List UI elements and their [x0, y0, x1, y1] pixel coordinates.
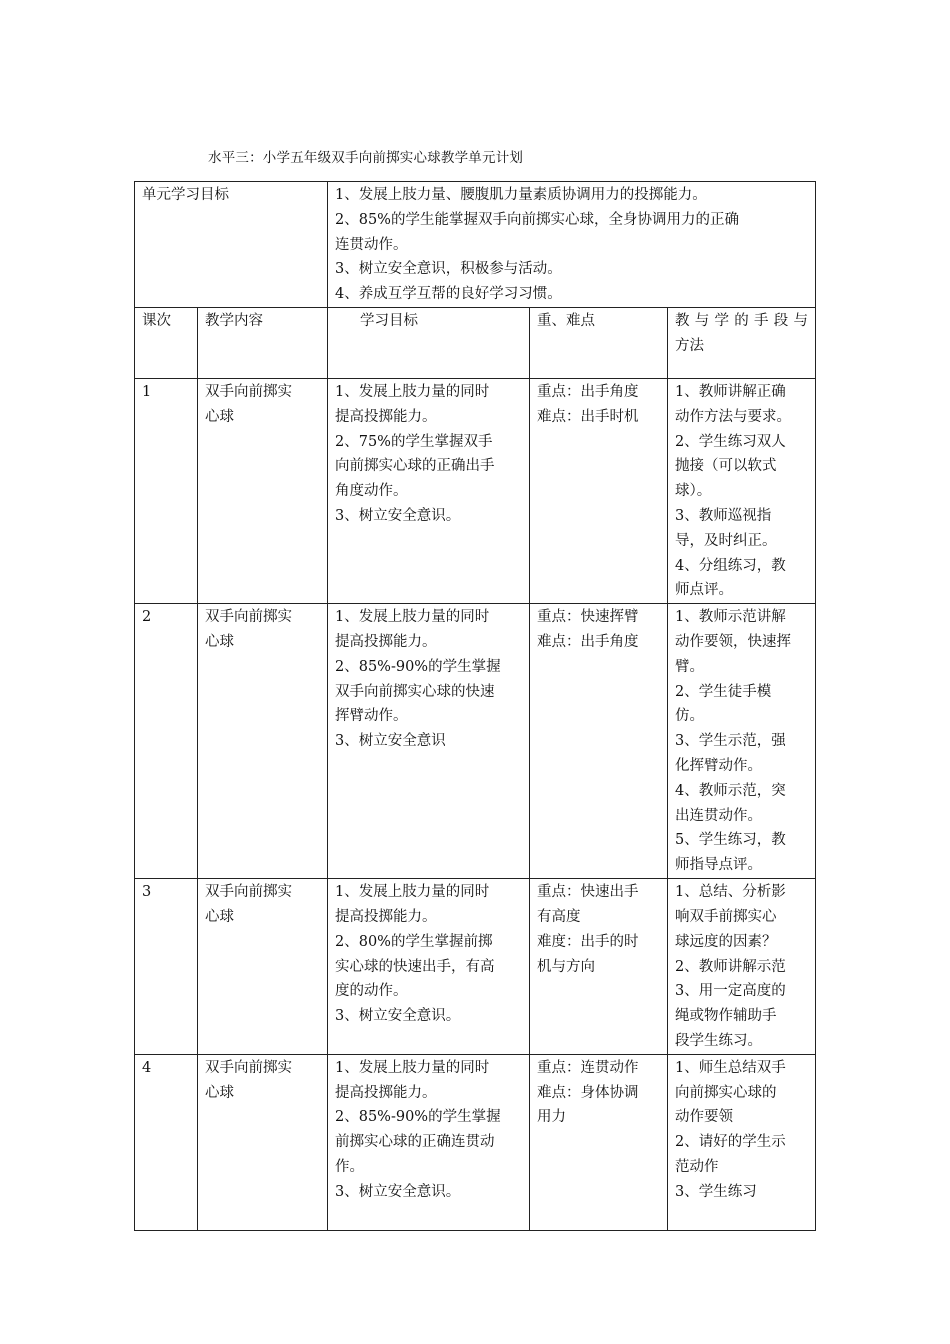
lesson-goal-line: 1、发展上肢力量的同时 — [335, 884, 490, 901]
lesson-key-points-line: 重点：连贯动作 — [537, 1059, 639, 1076]
lesson-key-points — [530, 604, 668, 879]
lesson-goal-line: 1、发展上肢力量的同时 — [335, 1059, 490, 1076]
lesson-goal-line: 前掷实心球的正确连贯动 — [335, 1134, 495, 1151]
lesson-goal-line: 2、85%-90%的学生掌握 — [335, 658, 501, 675]
lesson-goal — [328, 1054, 530, 1230]
lesson-method-line: 球远度的因素？ — [675, 933, 777, 950]
lesson-goal-line: 双手向前掷实心球的快速 — [335, 683, 495, 700]
lesson-method-line: 师点评。 — [675, 582, 733, 599]
lesson-method-line: 响双手前掷实心 — [675, 908, 777, 925]
lesson-goal-line: 1、发展上肢力量的同时 — [335, 609, 490, 626]
lesson-method-line: 1、教师讲解正确 — [675, 383, 786, 400]
lesson-content — [198, 604, 328, 879]
unit-plan-table — [134, 181, 816, 1231]
lesson-content — [198, 879, 328, 1055]
page-title: 水平三：小学五年级双手向前掷实心球教学单元计划 — [208, 150, 524, 166]
lesson-goal-line: 1、发展上肢力量的同时 — [335, 383, 490, 400]
lesson-key-points-line: 用力 — [537, 1109, 566, 1126]
lesson-key-points-line: 难度：出手的时 — [537, 933, 639, 950]
lesson-method-line: 绳或物作辅助手 — [675, 1008, 777, 1025]
lesson-method — [668, 378, 816, 603]
lesson-number: 4 — [135, 1054, 198, 1230]
lesson-method — [668, 1054, 816, 1230]
header-content: 教学内容 — [198, 307, 328, 378]
lesson-goal-line: 提高投掷能力。 — [335, 908, 437, 925]
unit-goal-line: 2、85%的学生能掌握双手向前掷实心球，全身协调用力的正确 — [335, 211, 739, 228]
header-goal: 学习目标 — [328, 307, 530, 378]
lesson-method-line: 1、教师示范讲解 — [675, 609, 786, 626]
lesson-goal-line: 3、树立安全意识。 — [335, 1008, 461, 1025]
lesson-method-line: 向前掷实心球的 — [675, 1084, 777, 1101]
lesson-method-line: 仿。 — [675, 708, 704, 725]
lesson-method-line: 出连贯动作。 — [675, 807, 762, 824]
lesson-row — [135, 879, 816, 1055]
lesson-key-points-line: 难点：出手角度 — [537, 633, 639, 650]
lesson-content-line: 心球 — [205, 408, 234, 425]
lesson-goal-line: 3、树立安全意识。 — [335, 1183, 461, 1200]
lesson-method-line: 动作方法与要求。 — [675, 408, 791, 425]
lesson-goal-line: 2、85%-90%的学生掌握 — [335, 1109, 501, 1126]
unit-goal-label: 单元学习目标 — [135, 182, 328, 308]
lesson-row — [135, 378, 816, 603]
lesson-method-line: 2、学生徒手模 — [675, 683, 772, 700]
lesson-number: 2 — [135, 604, 198, 879]
lesson-method-line: 臂。 — [675, 658, 704, 675]
lesson-goal-line: 2、75%的学生掌握双手 — [335, 433, 493, 450]
lesson-method — [668, 879, 816, 1055]
lesson-goal-line: 2、80%的学生掌握前掷 — [335, 933, 493, 950]
lesson-key-points-line: 难点：出手时机 — [537, 408, 639, 425]
lesson-method — [668, 604, 816, 879]
lesson-method-line: 4、教师示范，突 — [675, 782, 786, 799]
lesson-method-line: 5、学生练习，教 — [675, 832, 786, 849]
lesson-goal-line: 作。 — [335, 1158, 364, 1175]
lesson-goal-line: 角度动作。 — [335, 483, 408, 500]
lesson-content-line: 心球 — [205, 633, 234, 650]
lesson-method-line: 3、用一定高度的 — [675, 983, 786, 1000]
lesson-row — [135, 604, 816, 879]
lesson-content-line: 双手向前掷实 — [205, 609, 292, 626]
lesson-method-line: 动作要领 — [675, 1109, 733, 1126]
lesson-method-line: 动作要领，快速挥 — [675, 633, 791, 650]
lesson-goal-line: 实心球的快速出手，有高 — [335, 958, 495, 975]
lesson-content-line: 双手向前掷实 — [205, 884, 292, 901]
lesson-goal — [328, 879, 530, 1055]
header-method — [668, 307, 816, 378]
lesson-goal-line: 3、树立安全意识。 — [335, 507, 461, 524]
lesson-method-line: 3、学生示范，强 — [675, 733, 786, 750]
unit-goal-line: 4、养成互学互帮的良好学习习惯。 — [335, 286, 562, 303]
header-method-line: 教与学的手段与 — [675, 312, 809, 329]
header-lesson: 课次 — [135, 307, 198, 378]
lesson-goal-line: 提高投掷能力。 — [335, 633, 437, 650]
unit-goal-text — [328, 182, 816, 308]
header-row — [135, 307, 816, 378]
lesson-method-line: 导，及时纠正。 — [675, 532, 777, 549]
lesson-content — [198, 1054, 328, 1230]
lesson-method-line: 段学生练习。 — [675, 1032, 762, 1049]
lesson-method-line: 1、总结、分析影 — [675, 884, 786, 901]
lesson-content-line: 双手向前掷实 — [205, 1059, 292, 1076]
lesson-content — [198, 378, 328, 603]
unit-goal-line: 3、树立安全意识，积极参与活动。 — [335, 261, 562, 278]
lesson-method-line: 2、请好的学生示 — [675, 1134, 786, 1151]
unit-goal-row — [135, 182, 816, 308]
lesson-method-line: 2、教师讲解示范 — [675, 958, 786, 975]
lesson-content-line: 双手向前掷实 — [205, 383, 292, 400]
header-key: 重、难点 — [530, 307, 668, 378]
lesson-goal-line: 度的动作。 — [335, 983, 408, 1000]
lesson-key-points — [530, 1054, 668, 1230]
unit-goal-line: 连贯动作。 — [335, 236, 408, 253]
lesson-content-line: 心球 — [205, 908, 234, 925]
lesson-method-line: 3、教师巡视指 — [675, 507, 772, 524]
lesson-method-line: 抛接（可以软式 — [675, 458, 777, 475]
lesson-goal — [328, 378, 530, 603]
header-method-line: 方法 — [675, 337, 704, 354]
lesson-key-points-line: 重点：快速出手 — [537, 884, 639, 901]
lesson-method-line: 3、学生练习 — [675, 1183, 757, 1200]
lesson-method-line: 化挥臂动作。 — [675, 757, 762, 774]
lesson-key-points — [530, 879, 668, 1055]
lesson-goal-line: 挥臂动作。 — [335, 708, 408, 725]
lesson-key-points-line: 重点：出手角度 — [537, 383, 639, 400]
lesson-content-line: 心球 — [205, 1084, 234, 1101]
lesson-row — [135, 1054, 816, 1230]
lesson-goal-line: 提高投掷能力。 — [335, 408, 437, 425]
lesson-goal-line: 提高投掷能力。 — [335, 1084, 437, 1101]
lesson-goal-line: 向前掷实心球的正确出手 — [335, 458, 495, 475]
lesson-key-points — [530, 378, 668, 603]
lesson-method-line: 2、学生练习双人 — [675, 433, 786, 450]
lesson-key-points-line: 难点：身体协调 — [537, 1084, 639, 1101]
lesson-goal — [328, 604, 530, 879]
lesson-method-line: 1、师生总结双手 — [675, 1059, 786, 1076]
lesson-method-line: 4、分组练习，教 — [675, 557, 786, 574]
lesson-key-points-line: 有高度 — [537, 908, 581, 925]
lesson-number: 1 — [135, 378, 198, 603]
lesson-key-points-line: 重点：快速挥臂 — [537, 609, 639, 626]
lesson-method-line: 球）。 — [675, 483, 712, 500]
lesson-method-line: 范动作 — [675, 1158, 719, 1175]
unit-goal-line: 1、发展上肢力量、腰腹肌力量素质协调用力的投掷能力。 — [335, 187, 707, 203]
lesson-method-line: 师指导点评。 — [675, 857, 762, 874]
lesson-key-points-line: 机与方向 — [537, 958, 595, 975]
lesson-goal-line: 3、树立安全意识 — [335, 733, 446, 750]
lesson-number: 3 — [135, 879, 198, 1055]
